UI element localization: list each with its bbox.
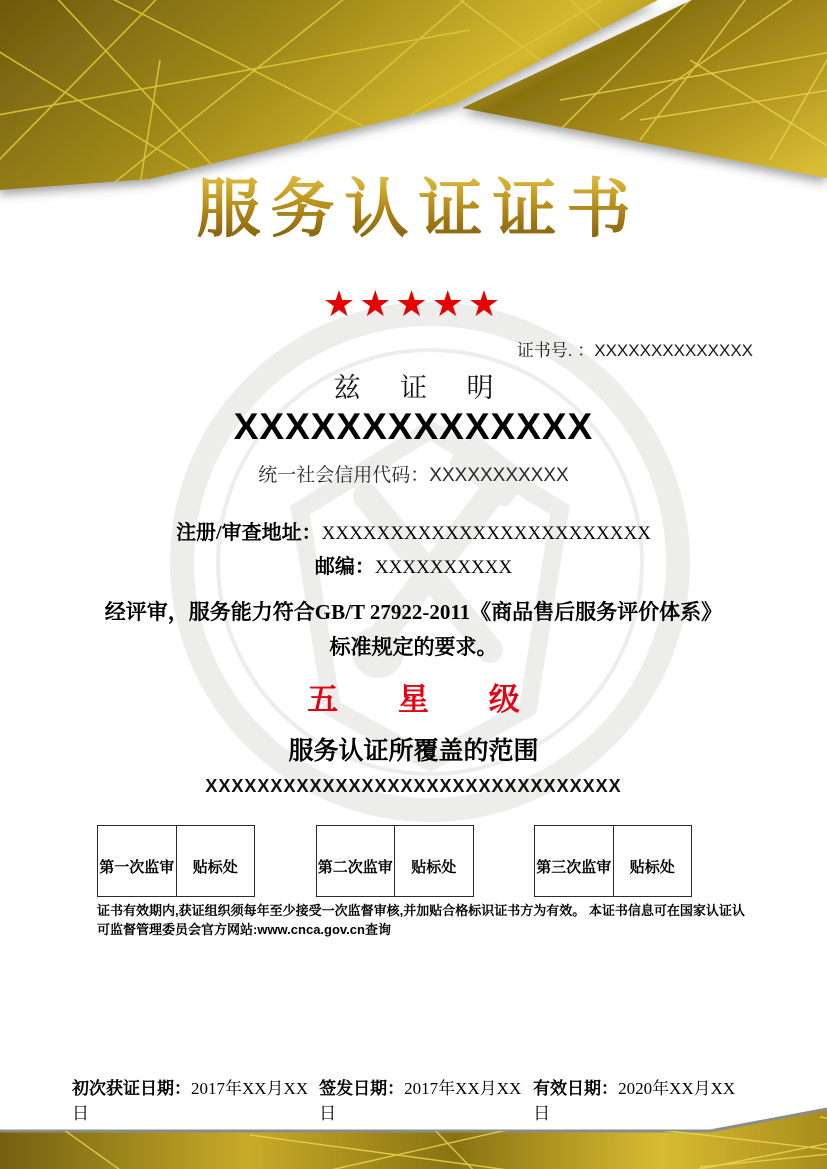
registered-address-line xyxy=(0,516,827,545)
certificate-number-label: 证书号. ： xyxy=(516,341,595,360)
audit-box-3 xyxy=(534,825,692,897)
postal-code-line xyxy=(0,550,827,579)
certificate-number-line xyxy=(0,336,827,361)
audit-box-1-label: 第一次监审 xyxy=(98,826,177,896)
audit-box-2-label: 第二次监审 xyxy=(317,826,396,896)
supervision-audit-boxes xyxy=(97,825,692,897)
credit-code-value: XXXXXXXXXXX xyxy=(429,465,569,486)
issue-date-value: 2017年XX月XX日 xyxy=(319,1079,522,1123)
five-star-rating-icons: ★★★★★ xyxy=(322,283,505,324)
validity-footnote xyxy=(97,902,745,940)
credit-code-line xyxy=(0,460,827,487)
company-name: XXXXXXXXXXXXXX xyxy=(233,406,594,447)
issue-date-label: 签发日期： xyxy=(319,1079,405,1098)
initial-cert-date-value: 2017年XX月XX日 xyxy=(72,1079,309,1123)
registered-address-label: 注册/审查地址： xyxy=(176,522,322,544)
certificate-title: 服务认证证书 xyxy=(0,158,827,250)
certificate-dates-row xyxy=(72,1074,747,1124)
five-star-grade-text: 五 星 级 xyxy=(307,682,546,717)
postal-code-label: 邮编： xyxy=(314,556,375,578)
validity-footnote-line2: 可监督管理委员会官方网站:www.cnca.gov.cn查询 xyxy=(97,921,391,937)
audit-box-1-sticker-area: 贴标处 xyxy=(192,858,238,876)
initial-cert-date xyxy=(72,1074,319,1124)
evaluation-statement-line1: 经评审，服务能力符合GB/T 27922-2011《商品售后服务评价体系》 xyxy=(104,600,723,624)
hereby-certify-heading: 兹 证 明 xyxy=(333,373,510,403)
audit-box-2-sticker-area: 贴标处 xyxy=(411,858,457,876)
audit-box-2 xyxy=(316,825,474,897)
evaluation-statement-line2: 标准规定的要求。 xyxy=(329,635,498,659)
expiry-date xyxy=(533,1074,747,1124)
issue-date xyxy=(319,1074,533,1124)
certificate-number-value: XXXXXXXXXXXXXX xyxy=(594,341,753,360)
audit-box-3-label: 第三次监审 xyxy=(535,826,614,896)
certification-scope-heading: 服务认证所覆盖的范围 xyxy=(288,738,539,765)
audit-box-1 xyxy=(97,825,255,897)
initial-cert-date-label: 初次获证日期： xyxy=(72,1079,191,1098)
audit-box-3-sticker-area: 贴标处 xyxy=(629,858,675,876)
credit-code-label: 统一社会信用代码： xyxy=(258,465,430,486)
postal-code-value: XXXXXXXXXX xyxy=(374,557,513,578)
expiry-date-value: 2020年XX月XX日 xyxy=(533,1079,736,1123)
validity-footnote-line1: 证书有效期内,获证组织须每年至少接受一次监督审核,并加贴合格标识证书方为有效。 本证书信息可在国家认证认 xyxy=(97,903,745,918)
registered-address-value: XXXXXXXXXXXXXXXXXXXXXXXX xyxy=(321,523,651,544)
certification-scope-value: XXXXXXXXXXXXXXXXXXXXXXXXXXXXXXXX xyxy=(205,776,622,796)
expiry-date-label: 有效日期： xyxy=(533,1079,619,1098)
